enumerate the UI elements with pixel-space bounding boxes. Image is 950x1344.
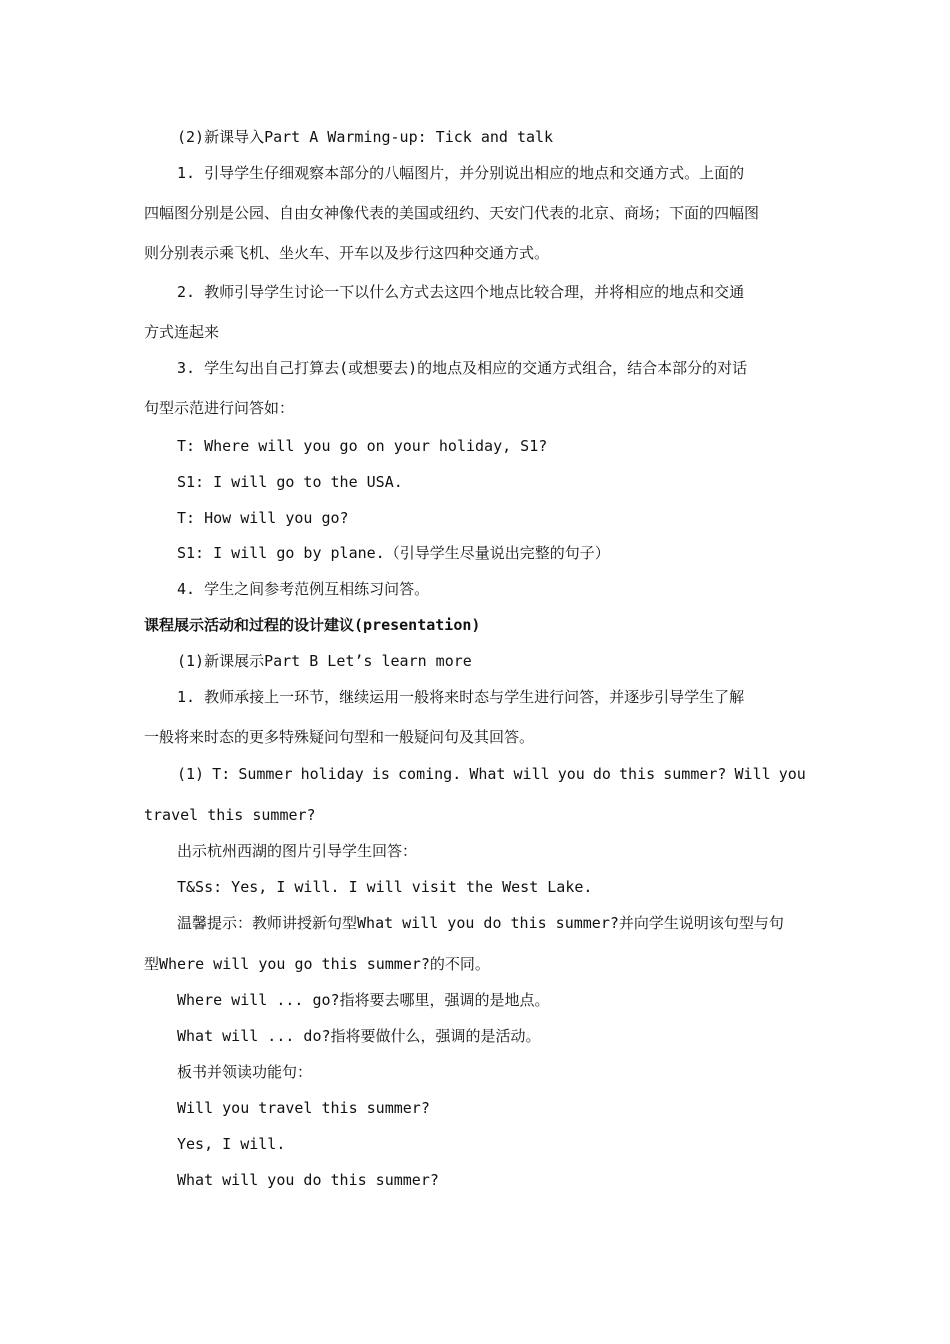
function-sentence: What will you do this summer? bbox=[177, 1171, 439, 1189]
subsection-heading: (1)新课展示Part B Let’s learn more bbox=[177, 652, 472, 670]
paragraph-line: 出示杭州西湖的图片引导学生回答： bbox=[177, 842, 418, 860]
function-sentence: Will you travel this summer? bbox=[177, 1099, 430, 1117]
dialogue-line: S1: I will go by plane.（引导学生尽量说出完整的句子） bbox=[177, 544, 610, 562]
word: T: bbox=[212, 765, 231, 783]
paragraph-line: 3. 学生勾出自己打算去(或想要去)的地点及相应的交通方式组合，结合本部分的对话 bbox=[177, 359, 748, 377]
paragraph-line: 2. 教师引导学生讨论一下以什么方式去这四个地点比较合理，并将相应的地点和交通 bbox=[177, 283, 745, 301]
section-heading-warming-up: (2)新课导入Part A Warming-up: Tick and talk bbox=[177, 128, 554, 146]
word: will bbox=[513, 765, 550, 783]
explanation-line: Where will ... go?指将要去哪里，强调的是地点。 bbox=[177, 991, 550, 1009]
word: coming. bbox=[398, 765, 462, 783]
tip-line: 温馨提示：教师讲授新句型What will you do this summer?并向学生说明该句型与句 bbox=[177, 914, 784, 932]
paragraph-line: 1. 引导学生仔细观察本部分的八幅图片，并分别说出相应的地点和交通方式。上面的 bbox=[177, 164, 745, 182]
paragraph-line: 一般将来时态的更多特殊疑问句型和一般疑问句及其回答。 bbox=[144, 728, 535, 746]
section-heading-presentation: 课程展示活动和过程的设计建议(presentation) bbox=[144, 616, 481, 634]
word: Will bbox=[734, 765, 771, 783]
word: you bbox=[778, 765, 806, 783]
dialogue-line: T: How will you go? bbox=[177, 509, 349, 527]
paragraph-line: 四幅图分别是公园、自由女神像代表的美国或纽约、天安门代表的北京、商场；下面的四幅图 bbox=[144, 204, 760, 222]
dialogue-line: S1: I will go to the USA. bbox=[177, 473, 403, 491]
paragraph-line: 1. 教师承接上一环节，继续运用一般将来时态与学生进行问答，并逐步引导学生了解 bbox=[177, 688, 745, 706]
justified-dialogue-line bbox=[177, 764, 806, 784]
word: (1) bbox=[177, 765, 205, 783]
paragraph-line: 4. 学生之间参考范例互相练习问答。 bbox=[177, 580, 430, 598]
word: is bbox=[371, 765, 390, 783]
word: do bbox=[592, 765, 611, 783]
paragraph-line: 方式连起来 bbox=[144, 323, 220, 341]
dialogue-line: T&Ss: Yes, I will. I will visit the West Lake. bbox=[177, 878, 593, 896]
dialogue-line: travel this summer? bbox=[144, 806, 316, 824]
word: Summer bbox=[238, 765, 293, 783]
word: What bbox=[469, 765, 506, 783]
paragraph-line: 则分别表示乘飞机、坐火车、开车以及步行这四种交通方式。 bbox=[144, 244, 550, 262]
paragraph-line: 板书并领读功能句： bbox=[177, 1063, 313, 1081]
word: you bbox=[557, 765, 585, 783]
function-sentence: Yes, I will. bbox=[177, 1135, 286, 1153]
word: this bbox=[619, 765, 656, 783]
word: summer? bbox=[663, 765, 727, 783]
explanation-line: What will ... do?指将要做什么，强调的是活动。 bbox=[177, 1027, 541, 1045]
word: holiday bbox=[300, 765, 364, 783]
tip-line: 型Where will you go this summer?的不同。 bbox=[144, 955, 490, 973]
paragraph-line: 句型示范进行问答如： bbox=[144, 399, 295, 417]
dialogue-line: T: Where will you go on your holiday, S1? bbox=[177, 437, 548, 455]
